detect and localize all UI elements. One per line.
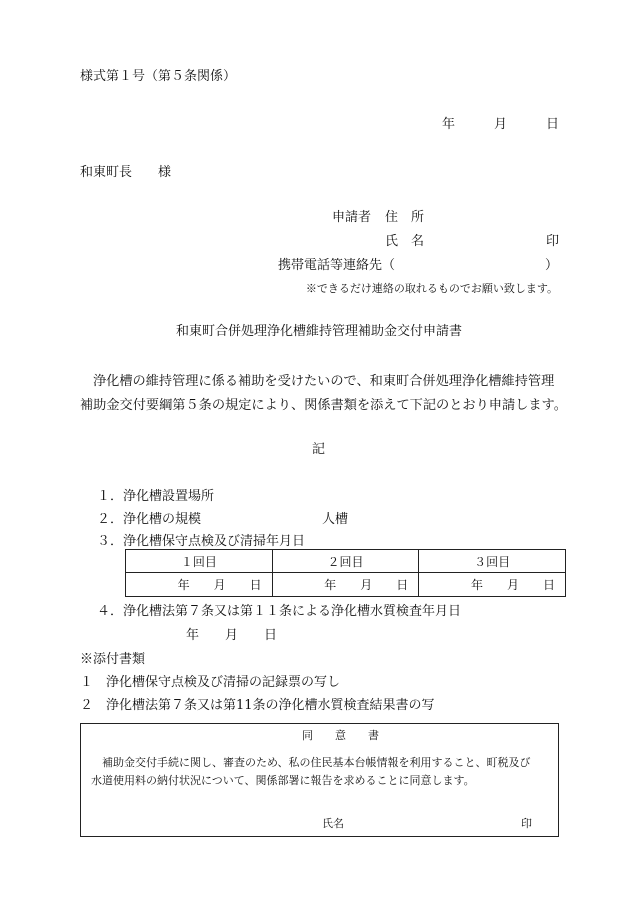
phone-close: ） bbox=[544, 258, 558, 273]
body-line-2: 補助金交付要綱第５条の規定により、関係書類を添えて下記のとおり申請します。 bbox=[80, 398, 567, 413]
item-tank-size: ２．浄化槽の規模 bbox=[97, 512, 202, 527]
inspection-header-3: ３回目 bbox=[419, 550, 566, 573]
consent-text-2: 水道使用料の納付状況について、関係部署に報告を求めることに同意します。 bbox=[91, 774, 475, 787]
attachment-1: １ 浄化槽保守点検及び清掃の記録票の写し bbox=[80, 675, 341, 690]
inspection-date-2[interactable]: 年 月 日 bbox=[272, 573, 419, 597]
inspection-header-1: １回目 bbox=[126, 550, 273, 573]
consent-title: 同 意 書 bbox=[302, 729, 379, 742]
ki-heading: 記 bbox=[312, 442, 326, 457]
form-number: 様式第１号（第５条関係） bbox=[80, 69, 237, 84]
inspection-table bbox=[125, 549, 566, 597]
contact-note: ※できるだけ連絡の取れるものでお願い致します。 bbox=[305, 282, 558, 295]
item-installation-location: １．浄化槽設置場所 bbox=[97, 489, 215, 504]
inspection-date-1[interactable]: 年 月 日 bbox=[126, 573, 273, 597]
applicant-seal: 印 bbox=[545, 234, 559, 249]
attachments-heading: ※添付書類 bbox=[80, 652, 146, 667]
item-inspection-dates: ３．浄化槽保守点検及び清掃年月日 bbox=[97, 534, 306, 549]
document-title: 和東町合併処理浄化槽維持管理補助金交付申請書 bbox=[176, 324, 463, 339]
consent-seal: 印 bbox=[521, 817, 532, 830]
tank-size-unit: 人槽 bbox=[322, 512, 349, 527]
consent-name-label: 氏名 bbox=[322, 817, 344, 830]
addressee: 和東町長 様 bbox=[80, 165, 172, 180]
body-line-1: 浄化槽の維持管理に係る補助を受けたいので、和東町合併処理浄化槽維持管理 bbox=[93, 374, 555, 389]
consent-text-1: 補助金交付手続に関し、審査のため、私の住民基本台帳情報を利用すること、町税及び bbox=[102, 756, 531, 769]
address-label: 住 所 bbox=[385, 210, 425, 225]
attachment-2: ２ 浄化槽法第７条又は第11条の浄化槽水質検査結果書の写 bbox=[80, 698, 435, 713]
consent-box bbox=[80, 723, 559, 837]
name-label: 氏 名 bbox=[385, 234, 425, 249]
inspection-date-3[interactable]: 年 月 日 bbox=[419, 573, 566, 597]
inspection-header-2: ２回目 bbox=[272, 550, 419, 573]
phone-label: 携帯電話等連絡先（ bbox=[278, 258, 396, 273]
water-quality-date: 年 月 日 bbox=[186, 628, 278, 643]
date-line: 年 月 日 bbox=[441, 117, 559, 132]
applicant-label: 申請者 bbox=[332, 210, 372, 225]
item-water-quality: ４．浄化槽法第７条又は第１１条による浄化槽水質検査年月日 bbox=[97, 604, 462, 619]
